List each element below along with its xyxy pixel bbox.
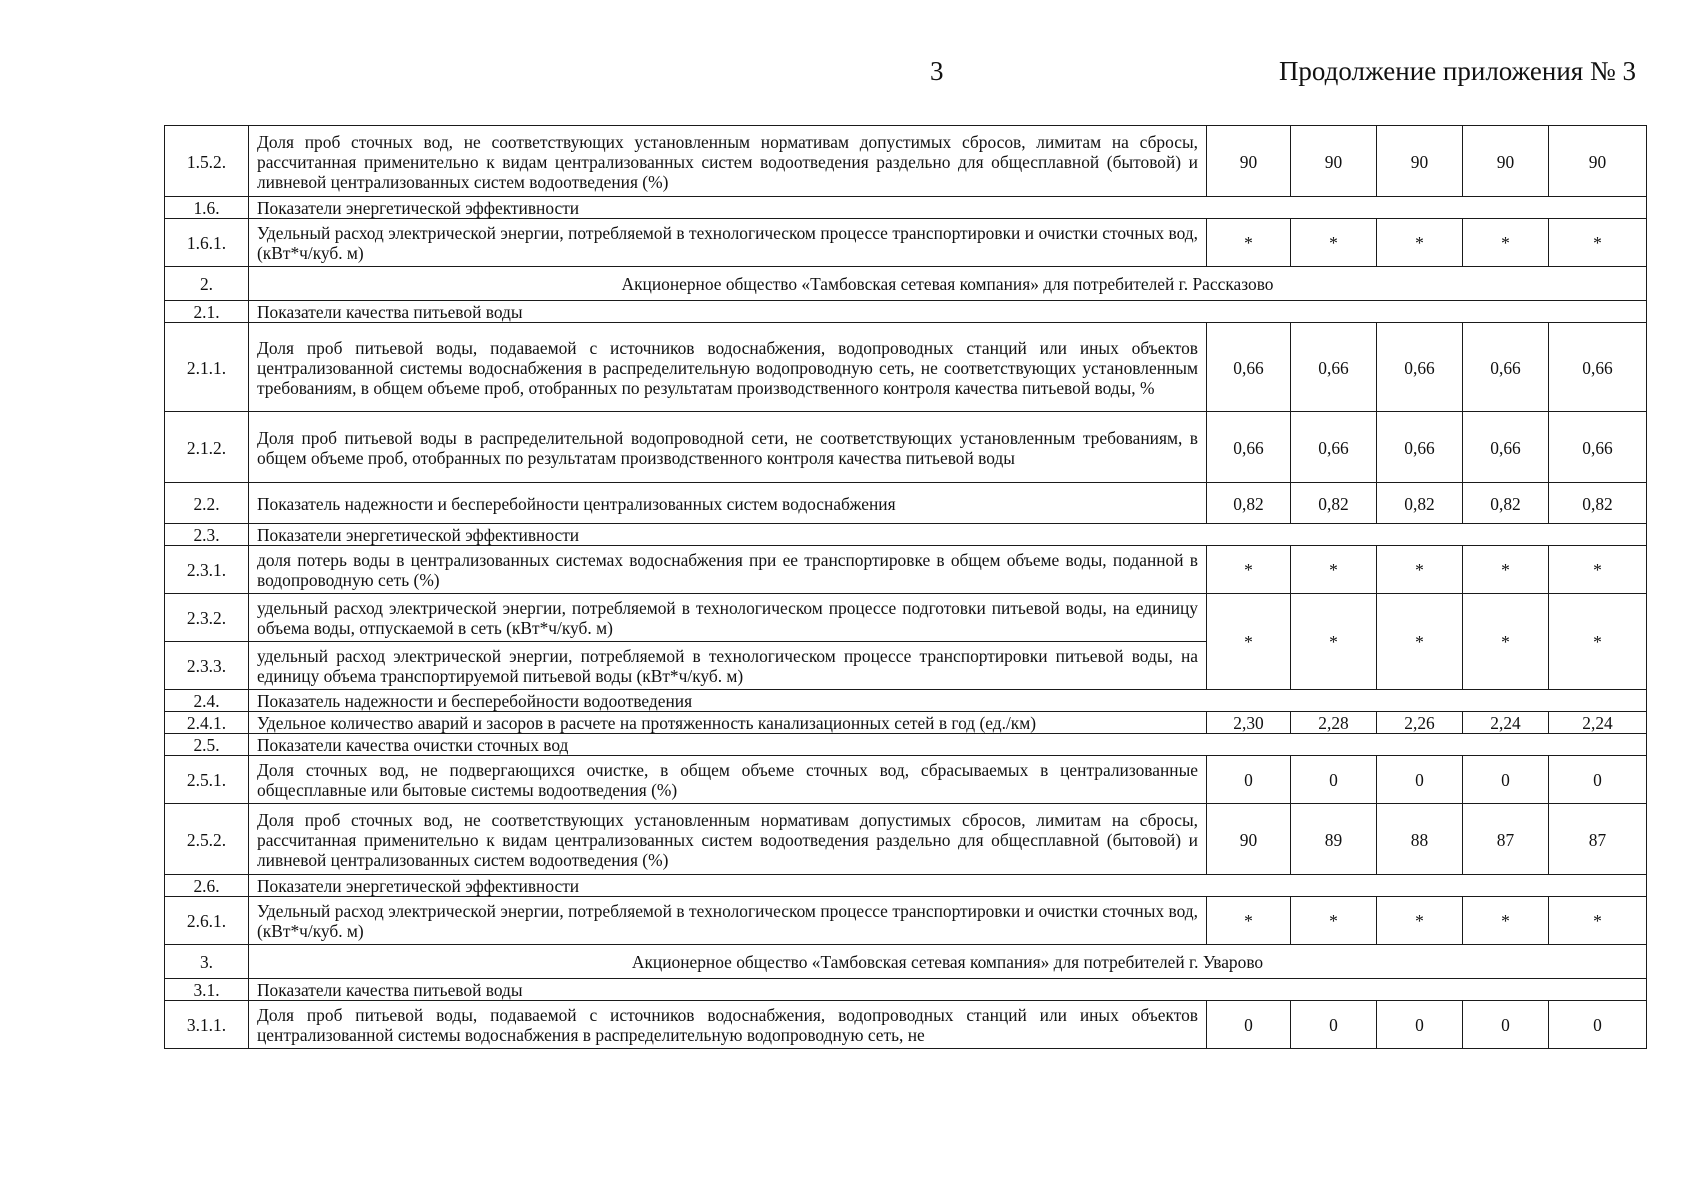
table-row bbox=[165, 524, 1647, 546]
section-heading: Показатели энергетической эффективности bbox=[249, 524, 1647, 546]
row-description: Доля проб питьевой воды в распределительной водопроводной сети, не соответствующих установленным требованиям, в общем объеме проб, отобранных по результатам производственного контроля качества питьевой воды bbox=[249, 412, 1207, 483]
value-cell: * bbox=[1207, 594, 1291, 690]
value-cell: 87 bbox=[1549, 804, 1647, 875]
table-row bbox=[165, 483, 1647, 524]
value-cell: * bbox=[1377, 219, 1463, 267]
value-cell: * bbox=[1463, 594, 1549, 690]
appendix-continuation-title: Продолжение приложения № 3 bbox=[1278, 56, 1636, 86]
value-cell: * bbox=[1291, 594, 1377, 690]
row-number: 2. bbox=[165, 267, 249, 301]
row-number: 2.3.1. bbox=[165, 546, 249, 594]
row-description: Удельный расход электрической энергии, потребляемой в технологическом процессе транспортировки и очистки сточных вод, (кВт*ч/куб. м) bbox=[249, 219, 1207, 267]
value-cell: 0,82 bbox=[1291, 483, 1377, 524]
value-cell: 0,82 bbox=[1377, 483, 1463, 524]
table-row bbox=[165, 267, 1647, 301]
value-cell: 88 bbox=[1377, 804, 1463, 875]
value-cell: 0,82 bbox=[1549, 483, 1647, 524]
row-number: 2.1. bbox=[165, 301, 249, 323]
row-number: 2.5. bbox=[165, 734, 249, 756]
value-cell: 2,28 bbox=[1291, 712, 1377, 734]
row-number: 2.3.2. bbox=[165, 594, 249, 642]
value-cell: 0 bbox=[1377, 1001, 1463, 1049]
row-number: 1.6. bbox=[165, 197, 249, 219]
row-number: 3.1.1. bbox=[165, 1001, 249, 1049]
value-cell: 0,82 bbox=[1207, 483, 1291, 524]
value-cell: 90 bbox=[1463, 126, 1549, 197]
value-cell: 2,30 bbox=[1207, 712, 1291, 734]
table-row bbox=[165, 734, 1647, 756]
table-row bbox=[165, 546, 1647, 594]
table-row bbox=[165, 804, 1647, 875]
row-number: 2.6. bbox=[165, 875, 249, 897]
section-heading: Показатели энергетической эффективности bbox=[249, 197, 1647, 219]
value-cell: 2,24 bbox=[1463, 712, 1549, 734]
value-cell: 0,66 bbox=[1291, 412, 1377, 483]
row-number: 2.4.1. bbox=[165, 712, 249, 734]
value-cell: 0,66 bbox=[1207, 412, 1291, 483]
value-cell: 90 bbox=[1291, 126, 1377, 197]
row-number: 2.1.2. bbox=[165, 412, 249, 483]
value-cell: 0 bbox=[1207, 1001, 1291, 1049]
row-number: 2.6.1. bbox=[165, 897, 249, 945]
value-cell: * bbox=[1377, 897, 1463, 945]
value-cell: 0,66 bbox=[1377, 323, 1463, 412]
table-row bbox=[165, 756, 1647, 804]
table-row bbox=[165, 897, 1647, 945]
table-row bbox=[165, 979, 1647, 1001]
row-number: 1.5.2. bbox=[165, 126, 249, 197]
table-row bbox=[165, 945, 1647, 979]
value-cell: * bbox=[1207, 219, 1291, 267]
organization-heading: Акционерное общество «Тамбовская сетевая компания» для потребителей г. Рассказово bbox=[249, 267, 1647, 301]
value-cell: * bbox=[1549, 897, 1647, 945]
row-description: Доля проб питьевой воды, подаваемой с источников водоснабжения, водопроводных станций или иных объектов централизованной системы водоснабжения в распределительную водопроводную сеть, не bbox=[249, 1001, 1207, 1049]
row-number: 2.1.1. bbox=[165, 323, 249, 412]
section-heading: Показатели качества питьевой воды bbox=[249, 979, 1647, 1001]
table-row bbox=[165, 219, 1647, 267]
value-cell: * bbox=[1377, 546, 1463, 594]
value-cell: 0 bbox=[1463, 1001, 1549, 1049]
value-cell: 89 bbox=[1291, 804, 1377, 875]
row-number: 2.5.2. bbox=[165, 804, 249, 875]
value-cell: 0,82 bbox=[1463, 483, 1549, 524]
value-cell: * bbox=[1291, 546, 1377, 594]
page-number: 3 bbox=[930, 56, 944, 86]
value-cell: 0,66 bbox=[1207, 323, 1291, 412]
table-row bbox=[165, 1001, 1647, 1049]
value-cell: 90 bbox=[1377, 126, 1463, 197]
row-number: 3. bbox=[165, 945, 249, 979]
value-cell: * bbox=[1549, 219, 1647, 267]
value-cell: 2,24 bbox=[1549, 712, 1647, 734]
row-number: 2.4. bbox=[165, 690, 249, 712]
value-cell: 0,66 bbox=[1463, 412, 1549, 483]
table-row bbox=[165, 875, 1647, 897]
row-description: доля потерь воды в централизованных системах водоснабжения при ее транспортировке в общем объеме воды, поданной в водопроводную сеть (%) bbox=[249, 546, 1207, 594]
value-cell: 0,66 bbox=[1291, 323, 1377, 412]
row-number: 2.2. bbox=[165, 483, 249, 524]
value-cell: * bbox=[1463, 546, 1549, 594]
row-number: 2.3.3. bbox=[165, 642, 249, 690]
value-cell: * bbox=[1549, 594, 1647, 690]
organization-heading: Акционерное общество «Тамбовская сетевая компания» для потребителей г. Уварово bbox=[249, 945, 1647, 979]
value-cell: * bbox=[1207, 546, 1291, 594]
value-cell: * bbox=[1377, 594, 1463, 690]
value-cell: 90 bbox=[1207, 126, 1291, 197]
value-cell: 0,66 bbox=[1549, 412, 1647, 483]
section-heading: Показатель надежности и бесперебойности водоотведения bbox=[249, 690, 1647, 712]
indicators-table bbox=[164, 125, 1647, 1049]
value-cell: 87 bbox=[1463, 804, 1549, 875]
value-cell: 0 bbox=[1207, 756, 1291, 804]
table-row bbox=[165, 712, 1647, 734]
value-cell: * bbox=[1291, 219, 1377, 267]
table-row bbox=[165, 690, 1647, 712]
value-cell: 0 bbox=[1377, 756, 1463, 804]
value-cell: 0,66 bbox=[1377, 412, 1463, 483]
value-cell: 0 bbox=[1549, 756, 1647, 804]
value-cell: 0 bbox=[1463, 756, 1549, 804]
section-heading: Показатели качества питьевой воды bbox=[249, 301, 1647, 323]
value-cell: 0,66 bbox=[1463, 323, 1549, 412]
row-description: Удельный расход электрической энергии, потребляемой в технологическом процессе транспортировки и очистки сточных вод, (кВт*ч/куб. м) bbox=[249, 897, 1207, 945]
value-cell: 0,66 bbox=[1549, 323, 1647, 412]
row-number: 2.5.1. bbox=[165, 756, 249, 804]
section-heading: Показатели энергетической эффективности bbox=[249, 875, 1647, 897]
value-cell: 0 bbox=[1291, 1001, 1377, 1049]
value-cell: * bbox=[1207, 897, 1291, 945]
row-number: 1.6.1. bbox=[165, 219, 249, 267]
value-cell: * bbox=[1291, 897, 1377, 945]
value-cell: 2,26 bbox=[1377, 712, 1463, 734]
value-cell: * bbox=[1549, 546, 1647, 594]
value-cell: 90 bbox=[1207, 804, 1291, 875]
row-description: Удельное количество аварий и засоров в расчете на протяженность канализационных сетей в год (ед./км) bbox=[249, 712, 1207, 734]
row-description: Доля проб сточных вод, не соответствующих установленным нормативам допустимых сбросов, лимитам на сбросы, рассчитанная применительно к видам централизованных систем водоотведения раздельно для общесплавной (бытовой) и ливневой централизованных систем водоотведения (%) bbox=[249, 804, 1207, 875]
value-cell: 0 bbox=[1549, 1001, 1647, 1049]
row-description: удельный расход электрической энергии, потребляемой в технологическом процессе подготовки питьевой воды, на единицу объема воды, отпускаемой в сеть (кВт*ч/куб. м) bbox=[249, 594, 1207, 642]
row-description: Доля проб сточных вод, не соответствующих установленным нормативам допустимых сбросов, лимитам на сбросы, рассчитанная применительно к видам централизованных систем водоотведения раздельно для общесплавной (бытовой) и ливневой централизованных систем водоотведения (%) bbox=[249, 126, 1207, 197]
table-row bbox=[165, 197, 1647, 219]
value-cell: * bbox=[1463, 897, 1549, 945]
row-number: 3.1. bbox=[165, 979, 249, 1001]
table-row bbox=[165, 594, 1647, 642]
table-row bbox=[165, 301, 1647, 323]
row-description: Показатель надежности и бесперебойности централизованных систем водоснабжения bbox=[249, 483, 1207, 524]
section-heading: Показатели качества очистки сточных вод bbox=[249, 734, 1647, 756]
row-number: 2.3. bbox=[165, 524, 249, 546]
table-row bbox=[165, 412, 1647, 483]
row-description: Доля сточных вод, не подвергающихся очистке, в общем объеме сточных вод, сбрасываемых в централизованные общесплавные или бытовые системы водоотведения (%) bbox=[249, 756, 1207, 804]
table-row bbox=[165, 126, 1647, 197]
row-description: Доля проб питьевой воды, подаваемой с источников водоснабжения, водопроводных станций или иных объектов централизованной системы водоснабжения в распределительную водопроводную сеть, не соответствующих установленным требованиям, в общем объеме проб, отобранных по результатам производственного контроля качества питьевой воды, % bbox=[249, 323, 1207, 412]
value-cell: * bbox=[1463, 219, 1549, 267]
table-row bbox=[165, 323, 1647, 412]
value-cell: 0 bbox=[1291, 756, 1377, 804]
row-description: удельный расход электрической энергии, потребляемой в технологическом процессе транспортировки питьевой воды, на единицу объема транспортируемой питьевой воды (кВт*ч/куб. м) bbox=[249, 642, 1207, 690]
value-cell: 90 bbox=[1549, 126, 1647, 197]
